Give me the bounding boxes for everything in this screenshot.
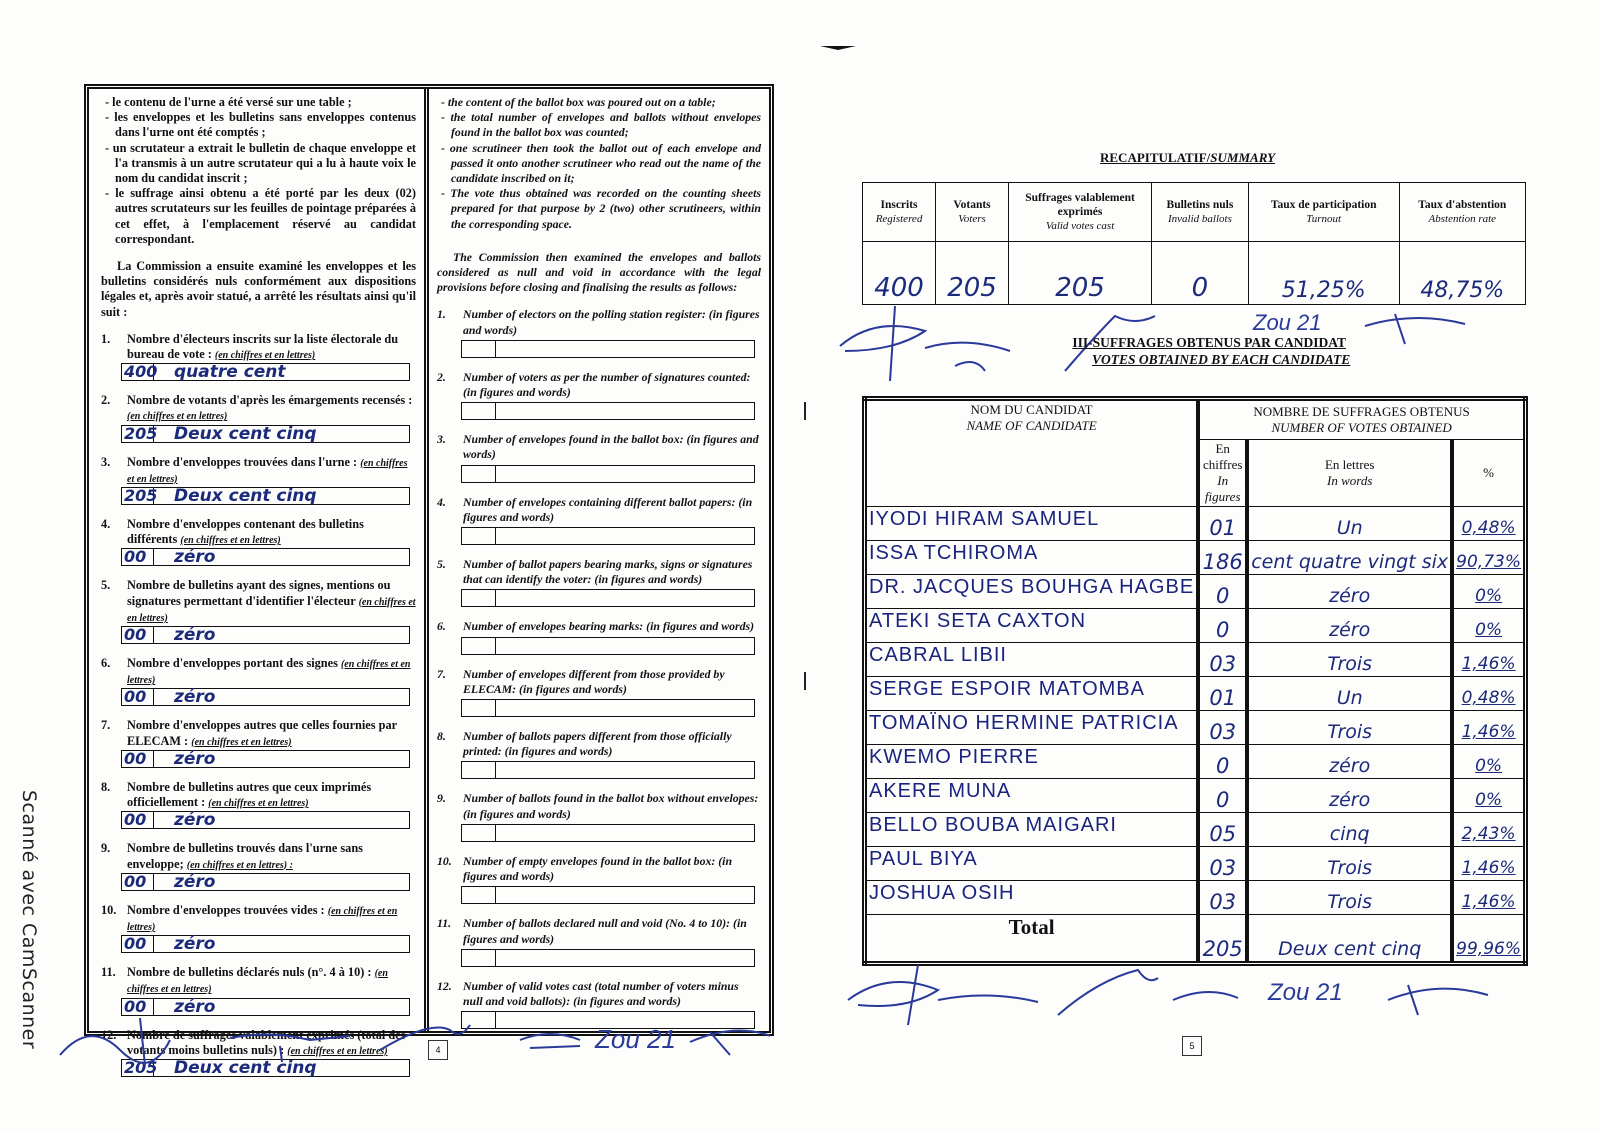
en-item-label: 6. Number of envelopes bearing marks: (in figures and words) — [437, 619, 754, 634]
answer-words: zéro — [174, 996, 216, 1017]
answer-words-empty — [496, 825, 754, 841]
en-item-label: 8. Number of ballots papers different from those officially printed: (in figures and words) — [437, 729, 732, 759]
answer-figure-empty — [462, 528, 496, 544]
fr-answer-field[interactable] — [121, 750, 410, 768]
answer-figure: 205 — [124, 1057, 158, 1077]
answer-figure-empty — [462, 638, 496, 654]
en-item-label: 9. Number of ballots found in the ballot box without envelopes: (in figures and words) — [437, 791, 759, 821]
answer-figure-empty — [462, 466, 496, 482]
candidate-name: ISSA TCHIROMA — [865, 541, 1199, 575]
fr-answer-field[interactable] — [121, 811, 410, 829]
votes-percent: 1,46% — [1452, 881, 1525, 915]
section-title: III-SUFFRAGES OBTENUS PAR CANDIDAT VOTES OBTAINED BY EACH CANDIDATE — [1072, 335, 1351, 367]
fr-item-label: 5. Nombre de bulletins ayant des signes, mentions ou signatures permettant d'identifier l'électeur (en chiffres et en lettres) — [101, 578, 416, 624]
fr-item-label: 6. Nombre d'enveloppes portant des signes (en chiffres et en lettres) — [101, 656, 411, 687]
answer-figure: 00 — [122, 999, 154, 1015]
votes-words: zéro — [1247, 575, 1452, 609]
svg-text:Zou 21: Zou 21 — [1268, 979, 1343, 1006]
en-item — [437, 619, 761, 654]
en-item — [437, 370, 761, 420]
votes-percent: 0% — [1452, 609, 1525, 643]
votes-figure: 03 — [1198, 881, 1247, 915]
fr-item-label: 3. Nombre d'enveloppes trouvées dans l'urne : (en chiffres et en lettres) — [101, 454, 408, 485]
total-label: Total — [865, 915, 1199, 964]
answer-figure: 00 — [122, 549, 154, 565]
answer-words-empty — [496, 638, 754, 654]
answer-figure: 00 — [122, 689, 154, 705]
summary-voters-value: 205 — [936, 242, 1009, 305]
votes-figure: 03 — [1198, 711, 1247, 745]
votes-figure: 01 — [1198, 507, 1247, 541]
table-row — [865, 677, 1526, 711]
answer-figure: 00 — [122, 874, 154, 890]
en-item-label: 5. Number of ballot papers bearing marks, signs or signatures that can identify the voter: (in figures and words) — [437, 557, 753, 587]
en-item — [437, 916, 761, 966]
votes-figure: 186 — [1198, 541, 1247, 575]
table-row — [865, 813, 1526, 847]
fr-answer-field[interactable] — [121, 425, 410, 443]
answer-figure: 400 — [124, 362, 158, 382]
votes-percent: 1,46% — [1452, 643, 1525, 677]
answer-words-empty — [496, 950, 754, 966]
candidate-name: CABRAL LIBII — [865, 643, 1199, 677]
answer-words: zéro — [174, 748, 216, 769]
en-item — [437, 557, 761, 607]
table-row — [865, 507, 1526, 541]
en-answer-field[interactable] — [461, 886, 755, 904]
votes-percent: 0,48% — [1452, 507, 1525, 541]
fr-answer-field[interactable] — [121, 363, 410, 381]
summary-header-abstention: Taux d'abstention Abstention rate — [1399, 183, 1525, 242]
summary-invalid-value: 0 — [1152, 242, 1249, 305]
svg-text:Zou 21: Zou 21 — [1253, 310, 1322, 335]
page-number-right: 5 — [1182, 1036, 1202, 1056]
answer-words: zéro — [174, 871, 216, 892]
en-answer-field[interactable] — [461, 761, 755, 779]
en-answer-field[interactable] — [461, 527, 755, 545]
votes-figure: 0 — [1198, 575, 1247, 609]
candidate-name: IYODI HIRAM SAMUEL — [865, 507, 1199, 541]
en-answer-field[interactable] — [461, 637, 755, 655]
summary-title: RECAPITULATIF/SUMMARY — [1100, 150, 1276, 165]
answer-words-empty — [496, 762, 754, 778]
fr-answer-field[interactable] — [121, 626, 410, 644]
fr-items-list — [101, 332, 416, 1077]
candidate-name: BELLO BOUBA MAIGARI — [865, 813, 1199, 847]
summary-header-valid-votes: Suffrages valablement exprimés Valid votes cast — [1009, 183, 1152, 242]
table-row — [865, 609, 1526, 643]
en-item-label: 7. Number of envelopes different from those provided by ELECAM: (in figures and words) — [437, 666, 725, 696]
header-in-words: En lettres In words — [1247, 440, 1452, 507]
answer-figure: 00 — [122, 627, 154, 643]
fr-answer-field[interactable] — [121, 487, 410, 505]
votes-percent: 0% — [1452, 745, 1525, 779]
votes-figure: 03 — [1198, 847, 1247, 881]
candidate-name: DR. JACQUES BOUHGA HAGBE — [865, 575, 1199, 609]
answer-words: quatre cent — [174, 362, 286, 383]
en-answer-field[interactable] — [461, 824, 755, 842]
fold-tick — [804, 672, 806, 690]
en-item-label: 2. Number of voters as per the number of signatures counted: (in figures and words) — [437, 369, 751, 400]
votes-figure: 03 — [1198, 643, 1247, 677]
fr-bullet: - le contenu de l'urne a été versé sur une table ; — [105, 95, 352, 109]
fr-item-label: 7. Nombre d'enveloppes autres que celles fournies par ELECAM : (en chiffres et en lettres) — [101, 718, 397, 748]
en-item-label: 11. Number of ballots declared null and void (No. 4 to 10): (in figures and words) — [437, 916, 747, 946]
en-item — [437, 495, 761, 545]
fr-item-label: 8. Nombre de bulletins autres que ceux imprimés officiellement : (en chiffres et en lettres) — [101, 779, 372, 810]
votes-percent: 90,73% — [1452, 541, 1525, 575]
summary-registered-value: 400 — [863, 242, 936, 305]
table-row — [865, 711, 1526, 745]
votes-percent: 1,46% — [1452, 711, 1525, 745]
en-bullet: - The vote thus obtained was recorded on the counting sheets prepared for that purpose by 2 (two) other scrutineers, within the corresponding space. — [441, 186, 761, 231]
answer-figure-empty — [462, 950, 496, 966]
fr-paragraph: La Commission a ensuite examiné les enveloppes et les bulletins considérés nuls conformément aux dispositions légales et, après avoir statué, a arrêté les résultats ainsi qu'il suit : — [101, 259, 416, 319]
candidate-name: ATEKI SETA CAXTON — [865, 609, 1199, 643]
candidate-name: TOMAÏNO HERMINE PATRICIA — [865, 711, 1199, 745]
fr-item-label: 1. Nombre d'électeurs inscrits sur la liste électorale du bureau de vote : (en chiffres et en lettres) — [101, 331, 399, 362]
fr-item — [101, 656, 416, 706]
en-item — [437, 667, 761, 717]
fr-answer-field[interactable] — [121, 873, 410, 891]
table-row — [865, 745, 1526, 779]
votes-words: Un — [1247, 507, 1452, 541]
fr-bullet: - le suffrage ainsi obtenu a été porté par les deux (02) autres scrutateurs sur les feuilles de pointage préparées à cet effet, à l'emplacement réservé au candidat correspondant. — [105, 186, 416, 246]
votes-words: Trois — [1247, 711, 1452, 745]
answer-figure-empty — [462, 590, 496, 606]
answer-figure-empty — [462, 700, 496, 716]
fr-answer-field[interactable] — [121, 935, 410, 953]
answer-figure: 00 — [122, 751, 154, 767]
en-answer-field[interactable] — [461, 465, 755, 483]
fr-item-label: 12. Nombre de suffrages valablement exprimés (total des votants moins bulletins nuls) : (en chiffres et en lettres) — [101, 1027, 406, 1057]
french-column — [89, 89, 429, 1078]
answer-words: Deux cent cinq — [174, 423, 317, 444]
en-answer-field[interactable] — [461, 949, 755, 967]
votes-figure: 01 — [1198, 677, 1247, 711]
en-answer-field[interactable] — [461, 402, 755, 420]
en-item-label: 10. Number of empty envelopes found in the ballot box: (in figures and words) — [437, 853, 733, 884]
votes-table — [862, 396, 1528, 966]
fr-item — [101, 332, 416, 381]
candidate-name: KWEMO PIERRE — [865, 745, 1199, 779]
fr-bullet: - les enveloppes et les bulletins sans enveloppes contenus dans l'urne ont été comptés ; — [105, 110, 416, 140]
en-bullet: - the total number of envelopes and ballots without envelopes found in the ballot box was counted; — [441, 110, 761, 140]
en-bullet: - the content of the ballot box was poured out on a table; — [441, 95, 716, 109]
answer-words: Deux cent cinq — [174, 486, 317, 507]
table-row — [865, 779, 1526, 813]
fold-tick — [804, 402, 806, 420]
fr-item-label: 9. Nombre de bulletins trouvés dans l'urne sans enveloppe; (en chiffres et en lettres) : — [101, 841, 363, 871]
summary-turnout-value: 51,25% — [1248, 242, 1399, 305]
answer-words-empty — [496, 466, 754, 482]
answer-words-empty — [496, 700, 754, 716]
answer-words: zéro — [174, 547, 216, 568]
votes-percent: 2,43% — [1452, 813, 1525, 847]
answer-words: zéro — [174, 625, 216, 646]
votes-percent: 0,48% — [1452, 677, 1525, 711]
summary-header-invalid: Bulletins nuls Invalid ballots — [1152, 183, 1249, 242]
candidate-name: JOSHUA OSIH — [865, 881, 1199, 915]
answer-words: zéro — [174, 687, 216, 708]
signatures-left-icon — [50, 1010, 770, 1070]
scan-corner-mark — [820, 46, 856, 50]
header-votes-obtained: NOMBRE DE SUFFRAGES OBTENUS NUMBER OF VOTES OBTAINED — [1198, 399, 1525, 440]
en-answer-field[interactable] — [461, 340, 755, 358]
votes-words: Trois — [1247, 643, 1452, 677]
fr-item — [101, 578, 416, 644]
svg-text:Zou 21: Zou 21 — [595, 1024, 676, 1054]
en-item-label: 12. Number of valid votes cast (total number of voters minus null and void ballots): (in figures and words) — [437, 978, 739, 1008]
fr-bullet: - un scrutateur a extrait le bulletin de chaque enveloppe et l'a transmis à un autre scrutateur qui a lu à haute voix le nom du candidat inscrit ; — [105, 140, 416, 186]
summary-header-voters: Votants Voters — [936, 183, 1009, 242]
votes-words: zéro — [1247, 779, 1452, 813]
table-row — [865, 847, 1526, 881]
answer-figure: 205 — [124, 486, 158, 506]
total-figure: 205 — [1198, 915, 1247, 964]
candidate-name: AKERE MUNA — [865, 779, 1199, 813]
answer-words-empty — [496, 887, 754, 903]
votes-words: Trois — [1247, 847, 1452, 881]
en-item — [437, 791, 761, 841]
votes-percent: 0% — [1452, 575, 1525, 609]
en-item — [437, 432, 761, 482]
answer-figure-empty — [462, 887, 496, 903]
candidate-name: PAUL BIYA — [865, 847, 1199, 881]
answer-words: zéro — [174, 810, 216, 831]
votes-figure: 0 — [1198, 745, 1247, 779]
answer-words: zéro — [174, 934, 216, 955]
en-bullet: - one scrutineer then took the ballot out of each envelope and passed it onto another scrutineer who read out the name of the candidate inscribed on it; — [441, 140, 761, 186]
fr-item-label: 11. Nombre de bulletins déclarés nuls (n°. 4 à 10) : (en chiffres et en lettres) — [101, 965, 388, 996]
answer-words-empty — [496, 590, 754, 606]
votes-words: cinq — [1247, 813, 1452, 847]
header-percent: % — [1452, 440, 1525, 507]
answer-words-empty — [496, 403, 754, 419]
fr-answer-field[interactable] — [121, 548, 410, 566]
summary-abstention-value: 48,75% — [1399, 242, 1525, 305]
summary-table — [862, 182, 1526, 305]
en-items-list — [437, 307, 761, 1029]
answer-figure: 00 — [122, 812, 154, 828]
votes-percent: 1,46% — [1452, 847, 1525, 881]
votes-figure: 0 — [1198, 779, 1247, 813]
fr-item — [101, 841, 416, 890]
en-item — [437, 854, 761, 904]
fr-item — [101, 965, 416, 1015]
summary-header-registered: Inscrits Registered — [863, 183, 936, 242]
total-percent: 99,96% — [1452, 915, 1525, 964]
fr-item — [101, 718, 416, 767]
votes-words: zéro — [1247, 609, 1452, 643]
fr-item — [101, 393, 416, 442]
summary-header-turnout: Taux de participation Turnout — [1248, 183, 1399, 242]
page-number-left: 4 — [428, 1040, 448, 1060]
votes-figure: 05 — [1198, 813, 1247, 847]
en-answer-field[interactable] — [461, 589, 755, 607]
en-item — [437, 729, 761, 779]
answer-figure-empty — [462, 403, 496, 419]
en-item-label: 1. Number of electors on the polling station register: (in figures and words) — [437, 307, 760, 337]
table-row — [865, 881, 1526, 915]
votes-percent: 0% — [1452, 779, 1525, 813]
header-candidate-name: NOM DU CANDIDAT NAME OF CANDIDATE — [865, 399, 1199, 507]
answer-words: Deux cent cinq — [174, 1057, 317, 1078]
answer-figure-empty — [462, 341, 496, 357]
en-item-label: 3. Number of envelopes found in the ballot box: (in figures and words) — [437, 432, 759, 462]
en-item-label: 4. Number of envelopes containing different ballot papers: (in figures and words) — [437, 494, 753, 524]
camscanner-watermark: Scanné avec CamScanner — [18, 790, 40, 1050]
signatures-right-bottom-icon — [838, 960, 1538, 1030]
votes-words: cent quatre vingt six — [1247, 541, 1452, 575]
votes-table-body — [865, 507, 1526, 915]
fr-item — [101, 455, 416, 505]
answer-figure: 205 — [124, 423, 158, 443]
english-column — [429, 89, 769, 1031]
fr-item-label: 4. Nombre d'enveloppes contenant des bulletins différents (en chiffres et en lettres) — [101, 517, 364, 547]
fr-item — [101, 780, 416, 829]
votes-words: Trois — [1247, 881, 1452, 915]
answer-figure-empty — [462, 825, 496, 841]
en-paragraph: The Commission then examined the envelopes and ballots considered as null and void in accordance with the legal provisions before closing and finalising the results as follows: — [437, 249, 761, 295]
fr-answer-field[interactable] — [121, 688, 410, 706]
candidate-name: SERGE ESPOIR MATOMBA — [865, 677, 1199, 711]
votes-words: Un — [1247, 677, 1452, 711]
summary-valid-value: 205 — [1009, 242, 1152, 305]
votes-figure: 0 — [1198, 609, 1247, 643]
votes-words: zéro — [1247, 745, 1452, 779]
en-answer-field[interactable] — [461, 699, 755, 717]
table-row — [865, 575, 1526, 609]
table-row — [865, 643, 1526, 677]
header-in-figures: En chiffres In figures — [1198, 440, 1247, 507]
en-item — [437, 307, 761, 357]
answer-figure-empty — [462, 762, 496, 778]
fr-item — [101, 517, 416, 566]
fr-item-label: 10. Nombre d'enveloppes trouvées vides : (en chiffres et en lettres) — [101, 902, 398, 933]
fr-item-label: 2. Nombre de votants d'après les émargements recensés : (en chiffres et en lettres) — [101, 393, 413, 423]
total-words: Deux cent cinq — [1247, 915, 1452, 964]
table-row — [865, 541, 1526, 575]
answer-words-empty — [496, 528, 754, 544]
fr-item — [101, 903, 416, 953]
answer-figure: 00 — [122, 936, 154, 952]
answer-words-empty — [496, 341, 754, 357]
